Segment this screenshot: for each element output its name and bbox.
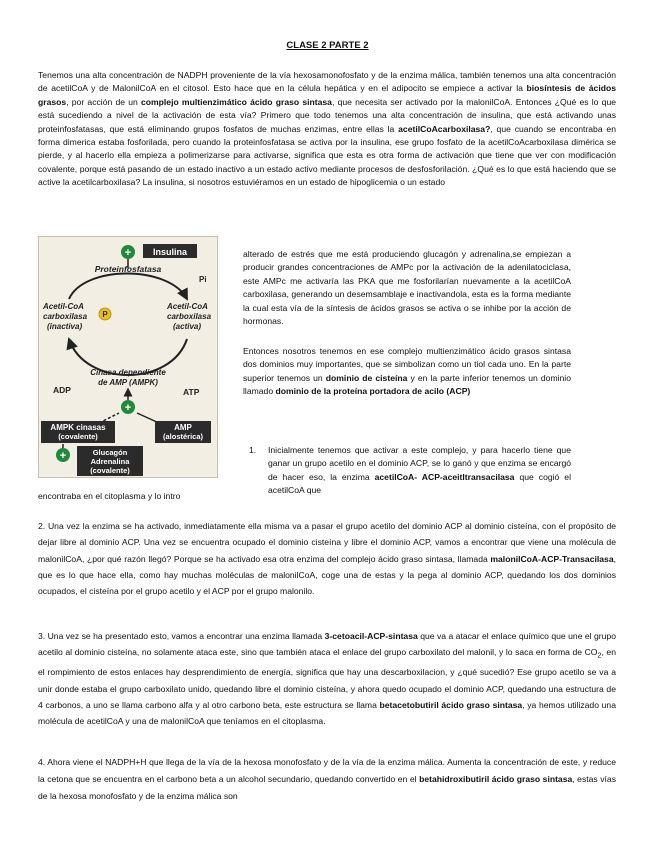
ampk-name: Cinasa dependiente [90,368,166,377]
glucagon-type: (covalente) [90,466,130,475]
list-item-3: 3. Una vez se ha presentado esto, vamos a encontrar una enzima llamada 3-cetoacil-ACP-sintasa que va a atacar el enlace químico que une el grupo acetilo al dominio cisteína, no solamente ataca este, sino que también ataca el enlace del grupo carboxilato del malonil, y lo saca en forma de $CO_2$, en el rompimiento de estos enlaces hay desprendimiento de energía, significa que hay una descarboxilacion, y ¿qué sucedió? Ese grupo acetilo se va a unir donde estaba el grupo carboxilato unido, quedando libre el dominio cisteína, y ahora quedo ocupado el dominio ACP, quedando una estructura de 4 carbonos, a uno se llama carbono alfa y al otro carbono beta, este estructura se llama betacetobutiril ácido graso sintasa, ya hemos utilizado una molécula de acetilCoA y una de malonilCoA que teníamos en el citoplasma. [38,631,616,727]
svg-text:+: + [124,402,132,414]
ampk-name-2: de AMP (AMPK) [98,378,158,387]
list-number-1: 1. [249,445,257,455]
ampk-plus-icon [121,400,135,414]
inactive-enzyme-name: Acetil-CoA [43,302,84,311]
adp-label: ADP [53,385,71,395]
list-item-4: 4. Ahora viene el NADPH+H que llega de la vía de la hexosa monofosfato y de la vía de la enzima málica. Aumenta la concentración de este, y reduce la cetona que se encuentra en el carbono beta a un alcohol secundario, quedando convertido en el betahidroxibutiril ácido graso sintasa, estas vías de la hexosa monofosfato y de la enzima málica son [38,757,617,801]
svg-text:+: + [124,247,132,259]
adrenaline-label: Adrenalina [90,457,130,466]
inactive-enzyme-name-2: carboxilasa [43,312,88,321]
glucagon-label: Glucagón [92,448,128,457]
svg-text:P: P [102,310,108,319]
active-enzyme-name: Acetil-CoA [167,302,208,311]
proteinphosphatase-label: Proteinfosfatasa [94,264,162,274]
right-paragraph-domains: Entonces nosotros tenemos en ese complejo multienzimático ácido grasos sintasa dos dominios muy importantes, que se simbolizan como un tiol cada uno. En la parte superior tenemos un dominio de cisteína y en la parte inferior tenemos un dominio llamado dominio de la proteína portadora de acilo (ACP) [243,346,571,397]
atp-label: ATP [183,387,200,397]
ampk-kinases-type: (covalente) [58,432,98,441]
phosphate-badge-icon [99,308,111,320]
glucagon-plus-icon [56,448,70,462]
insulin-label: Insulina [152,247,188,257]
right-paragraph-hormones: alterado de estrés que me está produciendo glucagón y adrenalina,se empiezan a producir grandes concentraciones de AMPc por la activación de la adenilatociclasa, este AMPc me activaría las PKA que me fosforilarían nuevamente a la acetilCoA carboxilasa, generando un desemsamblaje e inactivandola, esta es la forma mediante la cual esta vía de la síntesis de ácidos grasos se activa o se inhibe por la acción de hormonas. [243,249,571,327]
list-item-2: 2. Una vez la enzima se ha activado, inmediatamente ella misma va a pasar el grupo acetilo del dominio ACP al dominio cisteína, con el propósito de dejar libre al dominio ACP. Una vez se encuentra ocupado el dominio cisteína y libre el dominio ACP, vamos a encontrar que viene una molécula de malonilCoA, ¿por qué razón llegó? Porque se ha activado esa otra enzima del complejo ácido graso sintasa, llamada malonilCoA-ACP-Transacilasa, que es lo que hace ella, como hay muchas moléculas de malonilCoA, coge una de estas y la pega al dominio ACP, quedando los dos dominios ocupados, el cisteína por el grupo acetilo y el ACP por el grupo malonilo. [38,521,616,597]
acetyl-coa-carboxylase-regulation-figure [38,236,218,478]
dephosphorylation-arrow [69,274,187,300]
list-item-1-continuation: encontraba en el citoplasma y lo intro [38,491,181,501]
list-item-1: Inicialmente tenemos que activar a este complejo, y para hacerlo tiene que ganar un grupo acetilo en el dominio ACP, se lo ganó y que enzima se encargó de hacer eso, la enzima acetilCoA- ACP-aceitltransacilasa que cogió el acetilCoA que [268,445,571,496]
page-title: CLASE 2 PARTE 2 [286,40,369,51]
intro-paragraph: Tenemos una alta concentración de NADPH proveniente de la vía hexosamonofosfato y de la enzima málica, también tenemos una alta concentración de acetilCoA y de MalonilCoA en el citosol. Esto hace que en la célula hepática y en el adipocito se empiece a activar la biosíntesis de ácidos grasos, por acción de un complejo multienzimático ácido graso sintasa, que necesita ser activado por la malonilCoA. Entonces ¿Qué es lo que está sucediendo a nivel de la activación de esta vía? Primero que todo tenemos una alta concentración de insulina, que está activando unas proteinfosfatasas, que está eliminando grupos fosfatos de muchas enzimas, entre ellas la acetilCoAcarboxilasa?, que cuando se encontraba en forma dimerica estaba fosforilada, pero cuando la proteinfosfatasa se activa por la insulina, ese grupo fosfato de la acetilCoAcarboxilasa dimérica se pierde, y al hacerlo ella empieza a polimerizarse para activarse, significa que esta es otra forma de activación que tiene que ver con modificación covalente, porque está pasando de un estado inactivo a un estado activo mediante procesos de desfosforilación. ¿Qué es lo que está haciendo que se active la acetilcarboxilasa? La insulina, si nosotros estuviéramos en un estado de hipoglicemia o un estado [38,70,617,188]
insulin-plus-icon [121,245,135,259]
inactive-enzyme-state: (inactiva) [47,322,83,331]
svg-text:+: + [59,450,67,462]
active-enzyme-state: (activa) [173,322,202,331]
pi-label: Pi [199,275,207,284]
amp-type: (alostérica) [162,432,204,441]
active-enzyme-name-2: carboxilasa [167,312,212,321]
amp-label: AMP [174,423,192,432]
ampk-kinases-label: AMPK cinasas [50,423,106,432]
